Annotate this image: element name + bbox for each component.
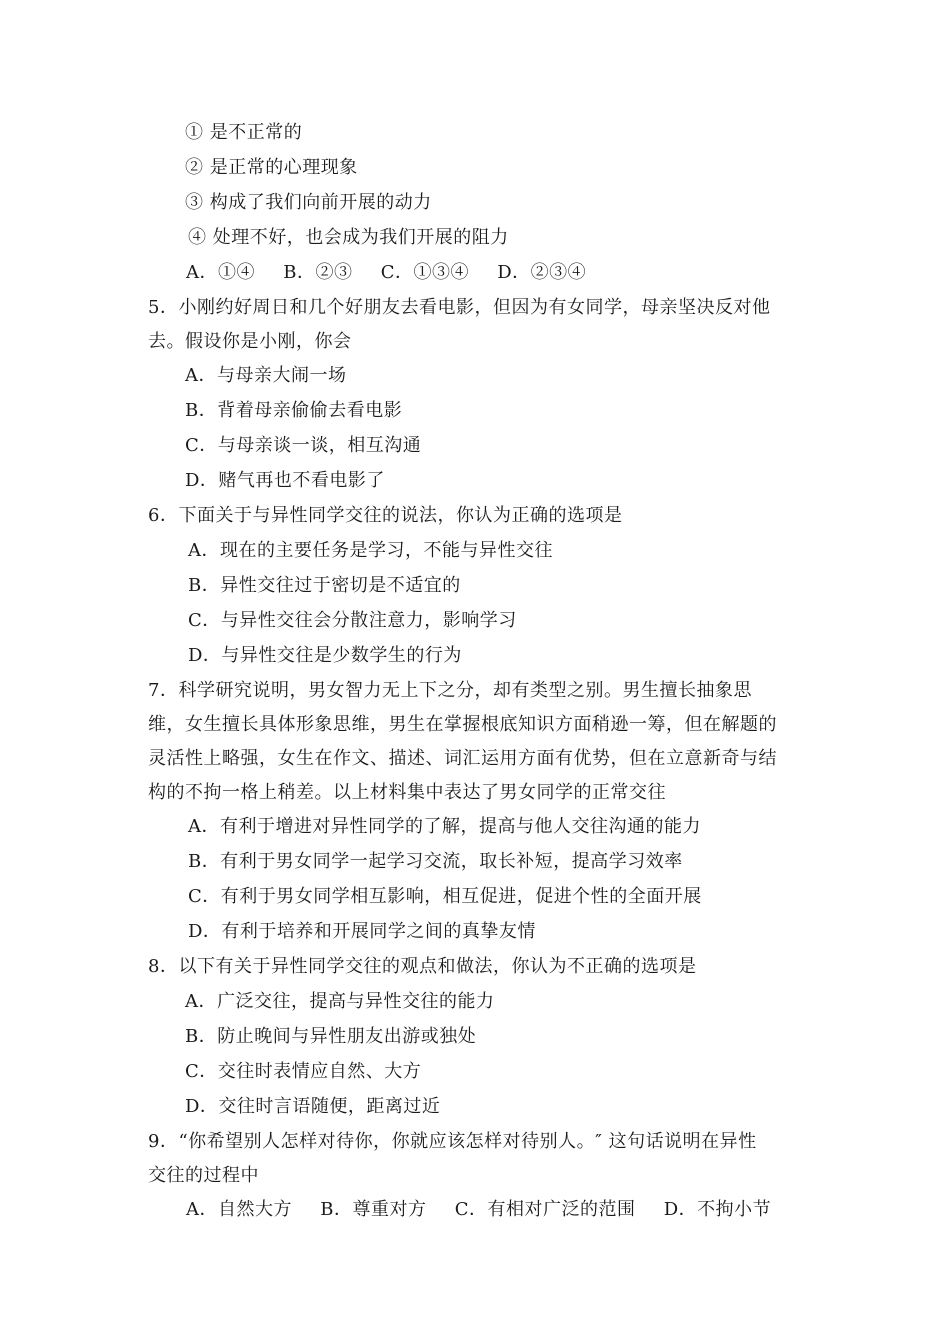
q5-stem-line1: 5．小刚约好周日和几个好朋友去看电影，但因为有女同学，母亲坚决反对他 [148,297,771,318]
q7-option-d: D．有利于培养和开展同学之间的真挚友情 [188,921,536,942]
q6-stem: 6．下面关于与异性同学交往的说法，你认为正确的选项是 [148,505,623,526]
q7-option-a: A．有利于增进对异性同学的了解，提高与他人交往沟通的能力 [188,816,701,837]
q4-option-a: A．①④ [186,262,255,283]
q7-stem-line2: 维，女生擅长具体形象思维，男生在掌握根底知识方面稍逊一筹，但在解题的 [148,714,777,735]
q4-statement-2: ② 是正常的心理现象 [185,157,358,178]
q5-stem-line2: 去。假设你是小刚，你会 [148,331,352,352]
q6-option-b: B．异性交往过于密切是不适宜的 [188,575,461,596]
q9-option-b: B．尊重对方 [320,1199,427,1220]
q9-stem-line2: 交往的过程中 [148,1165,259,1186]
q7-stem-line4: 构的不拘一格上稍差。以上材料集中表达了男女同学的正常交往 [148,782,666,803]
q4-option-b: B．②③ [283,262,353,283]
q5-option-b: B．背着母亲偷偷去看电影 [185,400,403,421]
q4-option-c: C．①③④ [380,262,469,283]
q7-option-c: C．有利于男女同学相互影响，相互促进，促进个性的全面开展 [188,886,702,907]
q7-stem-line1: 7．科学研究说明，男女智力无上下之分，却有类型之别。男生擅长抽象思 [148,680,752,701]
q5-option-d: D．赌气再也不看电影了 [185,470,385,491]
q9-option-d: D．不拘小节 [663,1199,772,1220]
q8-option-b: B．防止晚间与异性朋友出游或独处 [185,1026,477,1047]
q9-option-c: C．有相对广泛的范围 [454,1199,636,1220]
q8-option-d: D．交往时言语随便，距离过近 [185,1096,441,1117]
q8-option-c: C．交往时表情应自然、大方 [185,1061,422,1082]
q4-option-d: D．②③④ [497,262,587,283]
q8-option-a: A．广泛交往，提高与异性交往的能力 [185,991,495,1012]
q4-statement-3: ③ 构成了我们向前开展的动力 [185,192,432,213]
q9-stem-line1: 9．“你希望别人怎样对待你，你就应该怎样对待别人。″ 这句话说明在异性 [148,1131,757,1152]
q9-options [186,1198,771,1222]
q5-option-c: C．与母亲谈一谈，相互沟通 [185,435,422,456]
q7-stem-line3: 灵活性上略强，女生在作文、描述、词汇运用方面有优势，但在立意新奇与结 [148,748,777,769]
q4-statement-4: ④ 处理不好，也会成为我们开展的阻力 [188,227,509,248]
q9-option-a: A．自然大方 [186,1199,292,1220]
q4-options [186,261,586,285]
q5-option-a: A．与母亲大闹一场 [185,365,347,386]
q7-option-b: B．有利于男女同学一起学习交流，取长补短，提高学习效率 [188,851,683,872]
q4-statement-1: ① 是不正常的 [185,122,303,143]
q6-option-d: D．与异性交往是少数学生的行为 [188,645,462,666]
q8-stem: 8．以下有关于异性同学交往的观点和做法，你认为不正确的选项是 [148,956,697,977]
q6-option-c: C．与异性交往会分散注意力，影响学习 [188,610,517,631]
q6-option-a: A．现在的主要任务是学习，不能与异性交往 [188,540,553,561]
